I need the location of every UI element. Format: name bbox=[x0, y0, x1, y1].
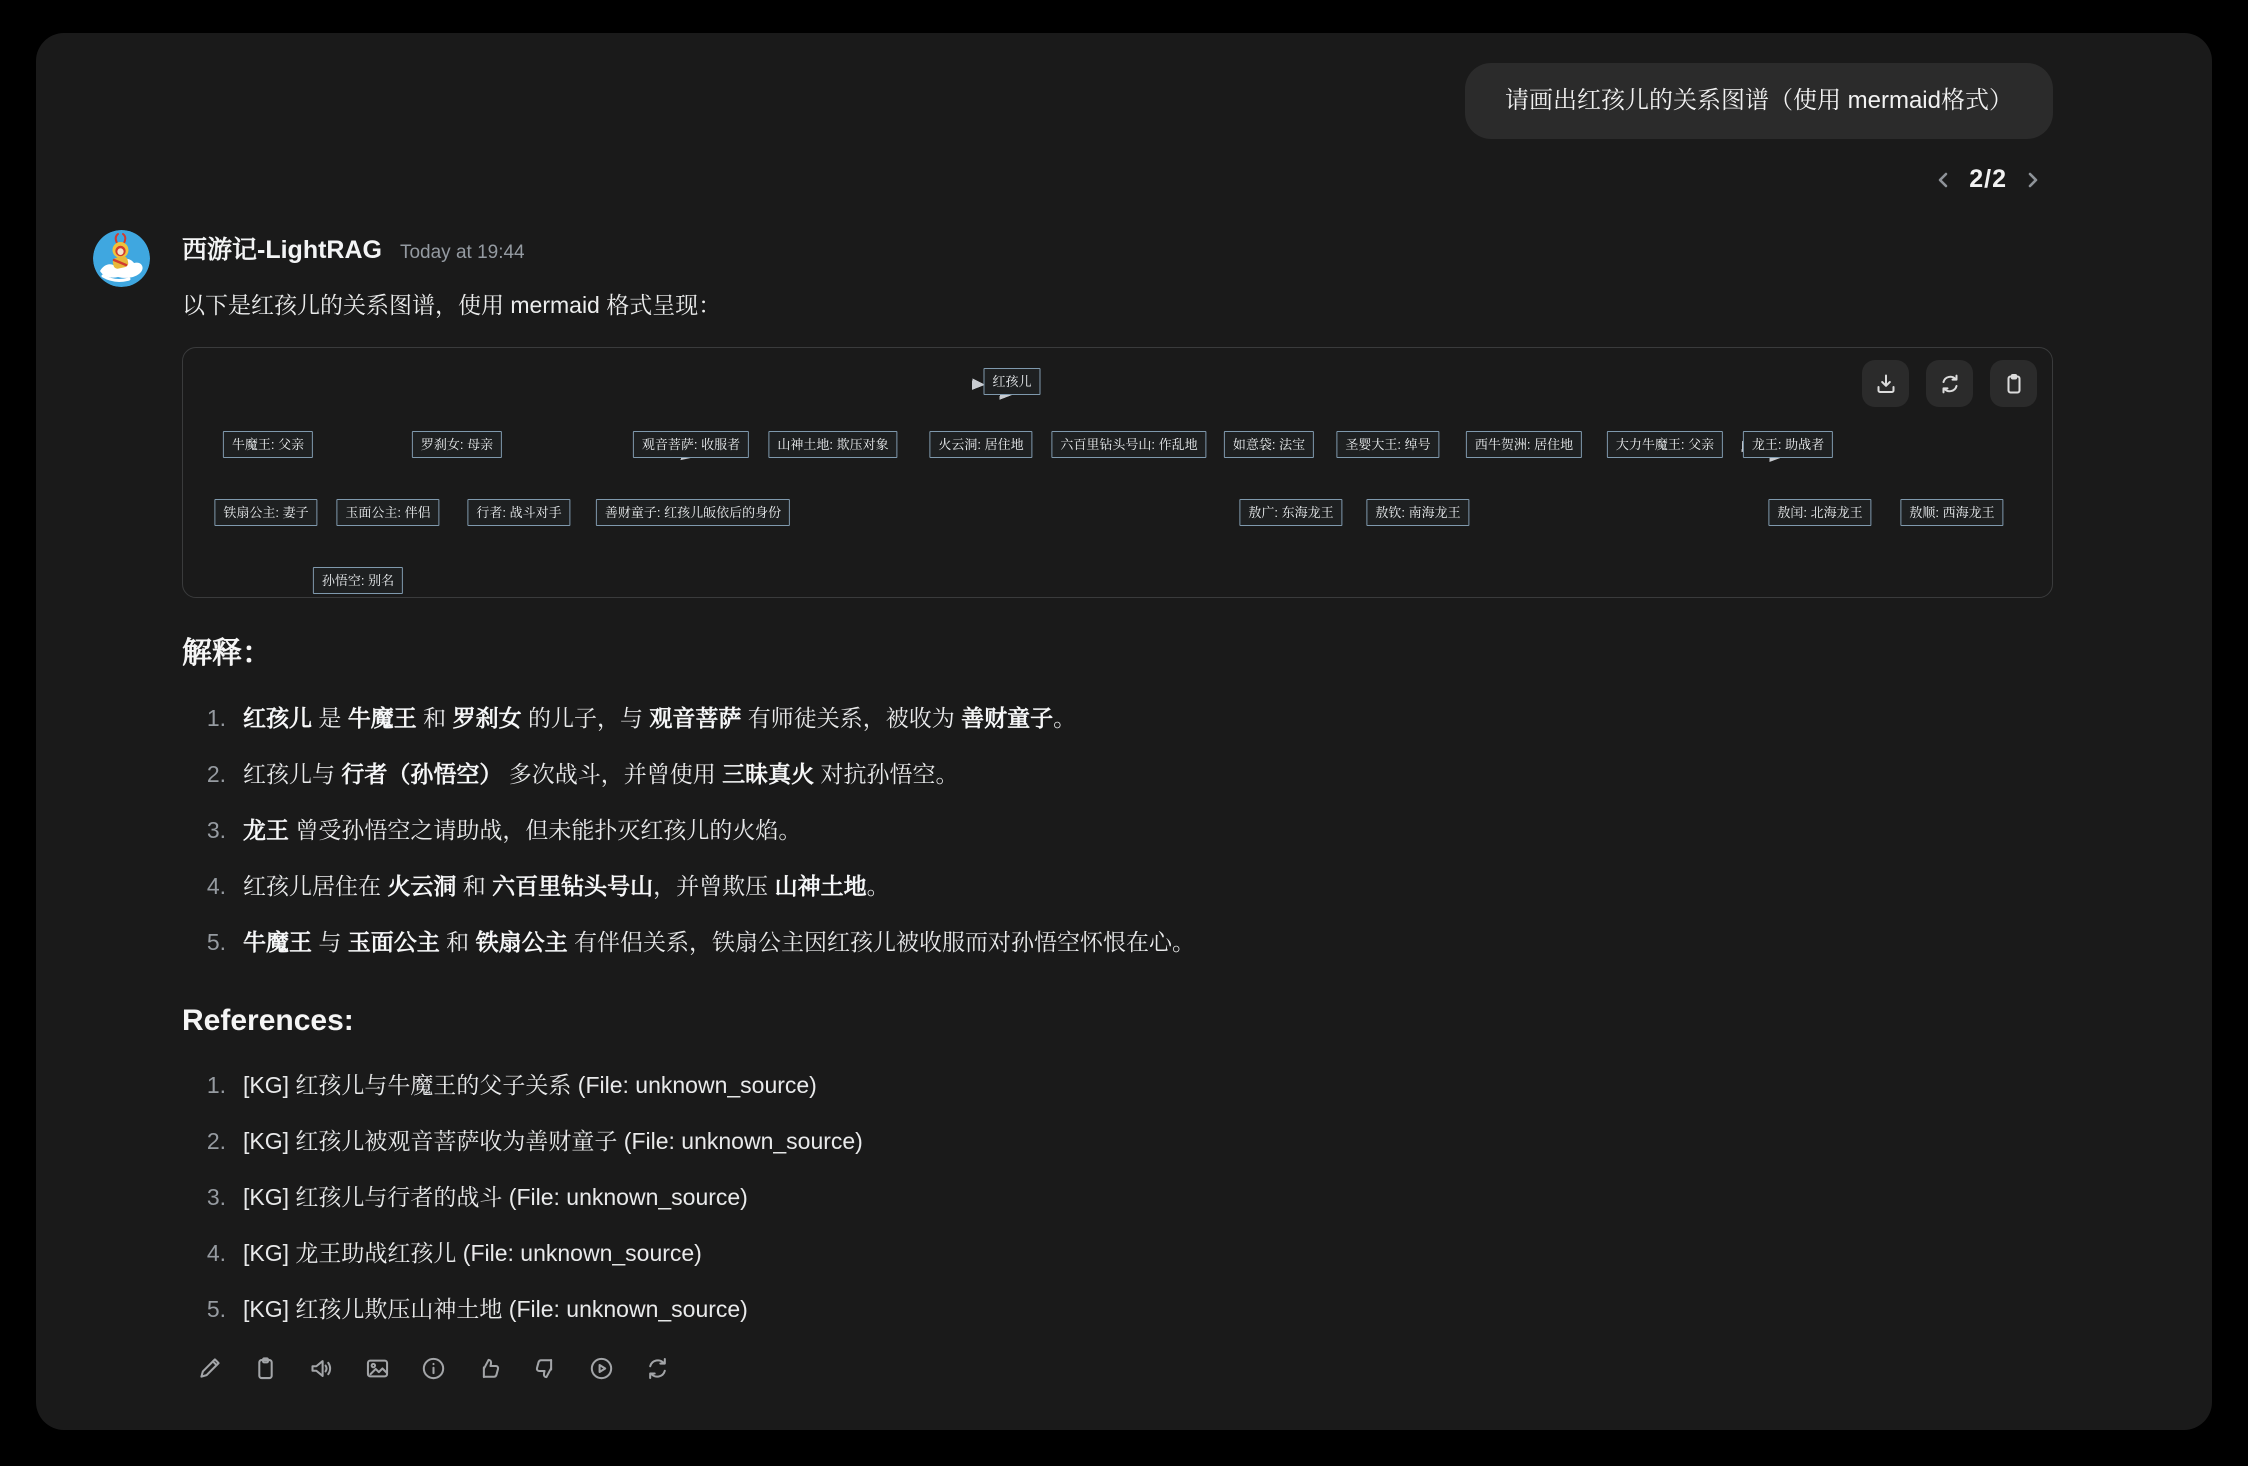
references-heading: References: bbox=[182, 1004, 354, 1037]
play-circle-icon bbox=[588, 1355, 615, 1382]
diagram-node-xingZhe: 行者: 战斗对手 bbox=[467, 499, 570, 526]
list-item bbox=[196, 1070, 2053, 1100]
list-number: 2. bbox=[206, 1128, 226, 1154]
speaker-icon bbox=[308, 1355, 335, 1382]
explanation-list bbox=[182, 703, 2053, 957]
list-number: 1. bbox=[206, 1072, 226, 1098]
user-message-text: 请画出红孩儿的关系图谱（使用 mermaid格式） bbox=[1504, 87, 2013, 114]
diagram-download-button[interactable] bbox=[1862, 360, 1909, 407]
list-text: [KG] 龙王助战红孩儿 (File: unknown_source) bbox=[243, 1240, 702, 1266]
mermaid-diagram bbox=[182, 347, 2053, 598]
refresh-icon bbox=[1938, 372, 1962, 396]
user-message-bubble bbox=[1465, 63, 2053, 139]
diagram-edges bbox=[183, 348, 2052, 597]
list-text: [KG] 红孩儿欺压山神土地 (File: unknown_source) bbox=[243, 1296, 748, 1322]
diagram-node-longWang: 龙王: 助战者 bbox=[1743, 431, 1833, 458]
list-number: 3. bbox=[206, 1184, 226, 1210]
copy-button[interactable] bbox=[250, 1352, 280, 1384]
list-item bbox=[196, 1294, 2053, 1324]
diagram-node-shanShenTuDi: 山神土地: 欺压对象 bbox=[768, 431, 897, 458]
regenerate-button[interactable] bbox=[642, 1352, 672, 1384]
explanation-heading: 解释： bbox=[182, 637, 272, 670]
diagram-node-aoGuang: 敖广: 东海龙王 bbox=[1239, 499, 1342, 526]
read-aloud-button[interactable] bbox=[306, 1352, 336, 1384]
diagram-node-niuMoWang: 牛魔王: 父亲 bbox=[223, 431, 313, 458]
message-intro-text: 以下是红孩儿的关系图谱，使用 mermaid 格式呈现： bbox=[182, 292, 722, 318]
diagram-node-shanCaiTongZi: 善财童子: 红孩儿皈依后的身份 bbox=[596, 499, 790, 526]
clipboard-icon bbox=[2002, 372, 2026, 396]
message-body bbox=[182, 230, 2053, 1384]
pager-count: 2/2 bbox=[1969, 165, 2007, 193]
user-message-row bbox=[93, 63, 2053, 139]
download-icon bbox=[1874, 372, 1898, 396]
list-number: 5. bbox=[206, 929, 226, 955]
references-list bbox=[182, 1070, 2053, 1324]
list-text: 红孩儿居住在 火云洞 和 六百里钻头号山，并曾欺压 山神土地。 bbox=[243, 873, 890, 899]
list-text: [KG] 红孩儿与牛魔王的父子关系 (File: unknown_source) bbox=[243, 1072, 817, 1098]
list-text: 牛魔王 与 玉面公主 和 铁扇公主 有伴侣关系，铁扇公主因红孩儿被收服而对孙悟空怀恨在心。 bbox=[243, 929, 1195, 955]
diagram-node-tieShanGongZhu: 铁扇公主: 妻子 bbox=[214, 499, 317, 526]
list-item bbox=[196, 871, 2053, 901]
list-item bbox=[196, 815, 2053, 845]
list-item bbox=[196, 759, 2053, 789]
list-text: 龙王 曾受孙悟空之请助战，但未能扑灭红孩儿的火焰。 bbox=[243, 817, 802, 843]
diagram-node-ruYiDai: 如意袋: 法宝 bbox=[1224, 431, 1314, 458]
monkey-king-avatar-icon bbox=[93, 230, 150, 287]
list-item bbox=[196, 703, 2053, 733]
diagram-node-guanYin: 观音菩萨: 收服者 bbox=[633, 431, 749, 458]
list-text: [KG] 红孩儿与行者的战斗 (File: unknown_source) bbox=[243, 1184, 748, 1210]
chat-panel bbox=[36, 33, 2212, 1430]
diagram-node-hongHaiEr: 红孩儿 bbox=[983, 368, 1040, 395]
pager-prev-button[interactable] bbox=[1933, 166, 1953, 194]
diagram-node-yuMianGongZhu: 玉面公主: 伴侣 bbox=[336, 499, 439, 526]
thumbs-down-icon bbox=[532, 1355, 559, 1382]
message-timestamp: Today at 19:44 bbox=[399, 242, 525, 263]
list-item bbox=[196, 1182, 2053, 1212]
edit-button[interactable] bbox=[194, 1352, 224, 1384]
diagram-node-daLiNiuMoWang: 大力牛魔王: 父亲 bbox=[1607, 431, 1723, 458]
image-button[interactable] bbox=[362, 1352, 392, 1384]
thumbs-up-button[interactable] bbox=[474, 1352, 504, 1384]
message-toolbar bbox=[194, 1352, 2053, 1384]
list-item bbox=[196, 927, 2053, 957]
info-button[interactable] bbox=[418, 1352, 448, 1384]
bot-message bbox=[93, 230, 2053, 1384]
response-pager bbox=[93, 165, 2053, 194]
diagram-action-bar bbox=[1862, 360, 2037, 407]
diagram-node-aoShun: 敖顺: 西海龙王 bbox=[1900, 499, 2003, 526]
diagram-node-liuBaiLi: 六百里钻头号山: 作乱地 bbox=[1051, 431, 1206, 458]
author-name[interactable]: 西游记-LightRAG bbox=[182, 236, 382, 264]
diagram-node-aoQin: 敖钦: 南海龙王 bbox=[1366, 499, 1469, 526]
list-number: 1. bbox=[206, 705, 226, 731]
image-icon bbox=[364, 1355, 391, 1382]
list-number: 4. bbox=[206, 1240, 226, 1266]
list-number: 4. bbox=[206, 873, 226, 899]
list-item bbox=[196, 1238, 2053, 1268]
diagram-node-aoRun: 敖闰: 北海龙王 bbox=[1768, 499, 1871, 526]
list-text: 红孩儿 是 牛魔王 和 罗刹女 的儿子，与 观音菩萨 有师徒关系，被收为 善财童子。 bbox=[243, 705, 1077, 731]
thumbs-down-button[interactable] bbox=[530, 1352, 560, 1384]
avatar[interactable] bbox=[93, 230, 150, 287]
clipboard-icon bbox=[252, 1355, 279, 1382]
diagram-refresh-button[interactable] bbox=[1926, 360, 1973, 407]
diagram-node-sunWuKong: 孙悟空: 别名 bbox=[313, 567, 403, 594]
diagram-node-shengYing: 圣婴大王: 绰号 bbox=[1336, 431, 1439, 458]
chevron-right-icon bbox=[2025, 168, 2041, 192]
chevron-left-icon bbox=[1935, 168, 1951, 192]
pager-next-button[interactable] bbox=[2023, 166, 2043, 194]
list-number: 5. bbox=[206, 1296, 226, 1322]
list-item bbox=[196, 1126, 2053, 1156]
diagram-copy-button[interactable] bbox=[1990, 360, 2037, 407]
diagram-node-luoShaNv: 罗刹女: 母亲 bbox=[412, 431, 502, 458]
info-icon bbox=[420, 1355, 447, 1382]
play-button[interactable] bbox=[586, 1352, 616, 1384]
list-text: [KG] 红孩儿被观音菩萨收为善财童子 (File: unknown_source) bbox=[243, 1128, 863, 1154]
diagram-node-xiNiuHeZhou: 西牛贺洲: 居住地 bbox=[1466, 431, 1582, 458]
thumbs-up-icon bbox=[476, 1355, 503, 1382]
list-text: 红孩儿与 行者（孙悟空） 多次战斗，并曾使用 三昧真火 对抗孙悟空。 bbox=[243, 761, 959, 787]
list-number: 2. bbox=[206, 761, 226, 787]
message-header bbox=[182, 230, 2053, 264]
pencil-icon bbox=[196, 1355, 223, 1382]
diagram-node-huoYunDong: 火云洞: 居住地 bbox=[929, 431, 1032, 458]
list-number: 3. bbox=[206, 817, 226, 843]
regenerate-icon bbox=[644, 1355, 671, 1382]
